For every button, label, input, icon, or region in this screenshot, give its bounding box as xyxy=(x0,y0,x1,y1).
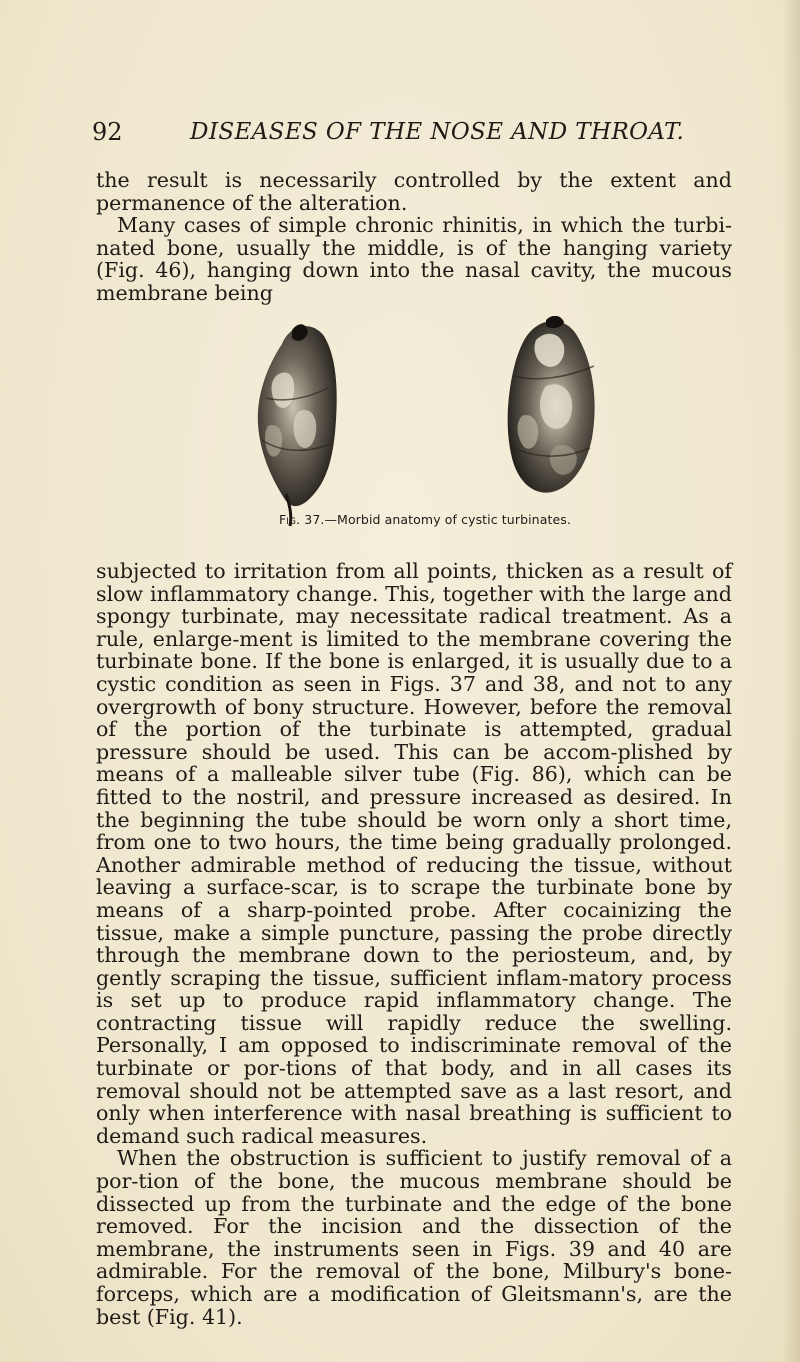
running-head xyxy=(92,118,732,148)
paragraph: Many cases of simple chronic rhinitis, in which the turbi-nated bone, usually the middle, is of the hanging variety (Fig. 46), hanging down into the nasal cavity, the mucous membrane being xyxy=(96,213,732,305)
page-number: 92 xyxy=(92,118,123,146)
paragraph: When the obstruction is sufficient to justify removal of a por-tion of the bone, the mucous membrane should be dissected up from the turbinate and the edge of the bone removed. For the incision and the dissection of the membrane, the instruments seen in Figs. 39 and 40 are admirable. For the removal of the bone, Milbury's bone-forceps, which are a modification of Gleitsmann's, are the best (Fig. 41). xyxy=(96,1146,732,1329)
figure-caption xyxy=(279,512,571,527)
text-block-top xyxy=(96,169,732,305)
figure-37 xyxy=(246,316,626,528)
paragraph: subjected to irritation from all points, thicken as a result of slow inflammatory change. This, together with the large and spongy turbinate, may necessitate radical treatment. As a rule, enlarge-ment is limited to the membrane covering the turbinate bone. If the bone is enlarged, it is usually due to a cystic condition as seen in Figs. 37 and 38, and not to any overgrowth of bony structure. However, before the removal of the portion of the turbinate is attempted, gradual pressure should be used. This can be accom-plished by means of a malleable silver tube (Fig. 86), which can be fitted to the nostril, and pressure increased as desired. In the beginning the tube should be worn only a short time, from one to two hours, the time being gradually prolonged. Another admirable method of reducing the tissue, without leaving a surface-scar, is to scrape the turbinate bone by means of a sharp-pointed probe. After cocainizing the tissue, make a simple puncture, passing the probe directly through the membrane down to the periosteum, and, by gently scraping the tissue, sufficient inflam-matory process is set up to produce rapid inflammatory change. The contracting tissue will rapidly reduce the swelling. Personally, I am opposed to indiscriminate removal of the turbinate or por-tions of that body, and in all cases its removal should not be attempted save as a last resort, and only when interference with nasal breathing is sufficient to demand such radical measures. xyxy=(96,559,732,1148)
paragraph: the result is necessarily controlled by the extent and permanence of the alteration. xyxy=(96,168,732,215)
left-turbinate-specimen xyxy=(258,324,337,526)
running-title: DISEASES OF THE NOSE AND THROAT. xyxy=(190,119,685,145)
right-turbinate-specimen xyxy=(508,316,595,493)
page-edge-shadow xyxy=(782,0,800,1362)
figure-caption-label: Fig. 37. xyxy=(279,512,325,527)
text-block-bottom xyxy=(96,560,732,1328)
figure-caption-text: —Morbid anatomy of cystic turbinates. xyxy=(324,512,571,527)
turbinate-specimen-illustration xyxy=(246,316,626,528)
